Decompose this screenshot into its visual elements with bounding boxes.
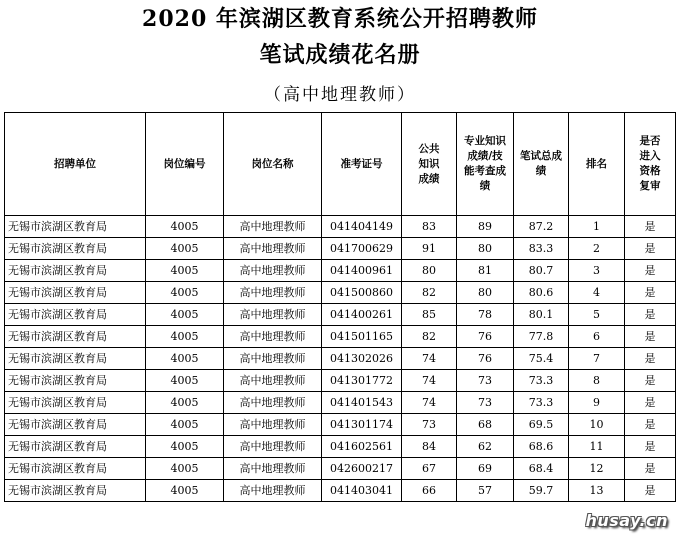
cell-position-code: 4005 — [146, 348, 224, 370]
cell-written-total-score: 68.6 — [514, 436, 569, 458]
table-row — [5, 436, 676, 458]
cell-position-name: 高中地理教师 — [224, 392, 322, 414]
watermark-logo: husay.cn — [585, 511, 668, 530]
cell-rank: 8 — [569, 370, 625, 392]
header-written-total-score: 笔试总成绩 — [514, 113, 569, 216]
cell-ticket-number: 041500860 — [322, 282, 402, 304]
cell-position-code: 4005 — [146, 260, 224, 282]
cell-written-total-score: 87.2 — [514, 216, 569, 238]
cell-rank: 7 — [569, 348, 625, 370]
cell-unit: 无锡市滨湖区教育局 — [5, 480, 146, 502]
cell-position-code: 4005 — [146, 304, 224, 326]
cell-public-knowledge-score: 67 — [402, 458, 457, 480]
table-row — [5, 282, 676, 304]
header-professional-score: 专业知识成绩/技能考查成绩 — [457, 113, 514, 216]
cell-position-name: 高中地理教师 — [224, 304, 322, 326]
cell-unit: 无锡市滨湖区教育局 — [5, 414, 146, 436]
cell-ticket-number: 041302026 — [322, 348, 402, 370]
cell-ticket-number: 041700629 — [322, 238, 402, 260]
cell-professional-score: 62 — [457, 436, 514, 458]
cell-public-knowledge-score: 91 — [402, 238, 457, 260]
cell-rank: 11 — [569, 436, 625, 458]
cell-public-knowledge-score: 82 — [402, 282, 457, 304]
cell-qualification-review: 是 — [625, 304, 676, 326]
cell-position-code: 4005 — [146, 436, 224, 458]
cell-written-total-score: 73.3 — [514, 392, 569, 414]
cell-qualification-review: 是 — [625, 260, 676, 282]
cell-unit: 无锡市滨湖区教育局 — [5, 238, 146, 260]
cell-professional-score: 81 — [457, 260, 514, 282]
cell-position-name: 高中地理教师 — [224, 480, 322, 502]
table-row — [5, 326, 676, 348]
cell-unit: 无锡市滨湖区教育局 — [5, 458, 146, 480]
table-row — [5, 260, 676, 282]
cell-professional-score: 80 — [457, 282, 514, 304]
cell-professional-score: 73 — [457, 392, 514, 414]
cell-public-knowledge-score: 74 — [402, 392, 457, 414]
cell-rank: 4 — [569, 282, 625, 304]
cell-position-name: 高中地理教师 — [224, 436, 322, 458]
cell-position-code: 4005 — [146, 370, 224, 392]
cell-position-name: 高中地理教师 — [224, 348, 322, 370]
cell-professional-score: 73 — [457, 370, 514, 392]
cell-unit: 无锡市滨湖区教育局 — [5, 392, 146, 414]
cell-public-knowledge-score: 73 — [402, 414, 457, 436]
cell-ticket-number: 042600217 — [322, 458, 402, 480]
header-qualification-review: 是否进入资格复审 — [625, 113, 676, 216]
cell-ticket-number: 041501165 — [322, 326, 402, 348]
table-body — [5, 216, 676, 502]
cell-position-name: 高中地理教师 — [224, 414, 322, 436]
cell-unit: 无锡市滨湖区教育局 — [5, 326, 146, 348]
cell-position-code: 4005 — [146, 480, 224, 502]
table-row — [5, 304, 676, 326]
cell-qualification-review: 是 — [625, 392, 676, 414]
cell-qualification-review: 是 — [625, 216, 676, 238]
score-table — [4, 112, 676, 502]
cell-ticket-number: 041400961 — [322, 260, 402, 282]
cell-qualification-review: 是 — [625, 414, 676, 436]
cell-unit: 无锡市滨湖区教育局 — [5, 282, 146, 304]
cell-written-total-score: 80.6 — [514, 282, 569, 304]
cell-professional-score: 78 — [457, 304, 514, 326]
table-row — [5, 480, 676, 502]
cell-rank: 6 — [569, 326, 625, 348]
cell-ticket-number: 041301174 — [322, 414, 402, 436]
cell-public-knowledge-score: 80 — [402, 260, 457, 282]
cell-position-name: 高中地理教师 — [224, 282, 322, 304]
cell-position-code: 4005 — [146, 216, 224, 238]
cell-rank: 10 — [569, 414, 625, 436]
table-row — [5, 238, 676, 260]
cell-position-name: 高中地理教师 — [224, 326, 322, 348]
cell-professional-score: 80 — [457, 238, 514, 260]
table-row — [5, 370, 676, 392]
cell-professional-score: 68 — [457, 414, 514, 436]
cell-qualification-review: 是 — [625, 282, 676, 304]
cell-rank: 2 — [569, 238, 625, 260]
document-title-line2: 笔试成绩花名册 — [259, 42, 421, 68]
cell-professional-score: 69 — [457, 458, 514, 480]
cell-professional-score: 89 — [457, 216, 514, 238]
cell-written-total-score: 73.3 — [514, 370, 569, 392]
header-public-knowledge-score: 公共知识成绩 — [402, 113, 457, 216]
header-position-code: 岗位编号 — [146, 113, 224, 216]
cell-ticket-number: 041602561 — [322, 436, 402, 458]
table-header-row — [5, 113, 676, 216]
document-title-line1: 2020 年滨湖区教育系统公开招聘教师 — [142, 6, 538, 32]
document-subtitle: （高中地理教师） — [264, 85, 416, 105]
cell-public-knowledge-score: 66 — [402, 480, 457, 502]
cell-position-name: 高中地理教师 — [224, 458, 322, 480]
cell-qualification-review: 是 — [625, 370, 676, 392]
cell-public-knowledge-score: 74 — [402, 348, 457, 370]
cell-rank: 5 — [569, 304, 625, 326]
cell-qualification-review: 是 — [625, 480, 676, 502]
cell-position-name: 高中地理教师 — [224, 260, 322, 282]
table-row — [5, 414, 676, 436]
cell-ticket-number: 041403041 — [322, 480, 402, 502]
cell-ticket-number: 041404149 — [322, 216, 402, 238]
cell-position-name: 高中地理教师 — [224, 216, 322, 238]
cell-position-name: 高中地理教师 — [224, 370, 322, 392]
cell-qualification-review: 是 — [625, 326, 676, 348]
cell-public-knowledge-score: 74 — [402, 370, 457, 392]
cell-public-knowledge-score: 83 — [402, 216, 457, 238]
cell-written-total-score: 80.1 — [514, 304, 569, 326]
table-row — [5, 216, 676, 238]
cell-written-total-score: 69.5 — [514, 414, 569, 436]
cell-rank: 12 — [569, 458, 625, 480]
cell-position-code: 4005 — [146, 326, 224, 348]
cell-rank: 1 — [569, 216, 625, 238]
cell-written-total-score: 59.7 — [514, 480, 569, 502]
cell-professional-score: 57 — [457, 480, 514, 502]
cell-public-knowledge-score: 84 — [402, 436, 457, 458]
header-position-name: 岗位名称 — [224, 113, 322, 216]
cell-unit: 无锡市滨湖区教育局 — [5, 260, 146, 282]
cell-written-total-score: 77.8 — [514, 326, 569, 348]
cell-written-total-score: 75.4 — [514, 348, 569, 370]
table-row — [5, 348, 676, 370]
cell-public-knowledge-score: 85 — [402, 304, 457, 326]
cell-professional-score: 76 — [457, 348, 514, 370]
cell-unit: 无锡市滨湖区教育局 — [5, 436, 146, 458]
cell-written-total-score: 83.3 — [514, 238, 569, 260]
cell-position-code: 4005 — [146, 458, 224, 480]
cell-position-name: 高中地理教师 — [224, 238, 322, 260]
header-unit: 招聘单位 — [5, 113, 146, 216]
cell-position-code: 4005 — [146, 414, 224, 436]
cell-unit: 无锡市滨湖区教育局 — [5, 348, 146, 370]
cell-ticket-number: 041401543 — [322, 392, 402, 414]
cell-written-total-score: 80.7 — [514, 260, 569, 282]
cell-public-knowledge-score: 82 — [402, 326, 457, 348]
table-row — [5, 458, 676, 480]
cell-rank: 13 — [569, 480, 625, 502]
cell-rank: 3 — [569, 260, 625, 282]
cell-unit: 无锡市滨湖区教育局 — [5, 216, 146, 238]
cell-rank: 9 — [569, 392, 625, 414]
header-rank: 排名 — [569, 113, 625, 216]
cell-position-code: 4005 — [146, 238, 224, 260]
cell-written-total-score: 68.4 — [514, 458, 569, 480]
cell-professional-score: 76 — [457, 326, 514, 348]
cell-ticket-number: 041301772 — [322, 370, 402, 392]
cell-position-code: 4005 — [146, 282, 224, 304]
cell-ticket-number: 041400261 — [322, 304, 402, 326]
cell-unit: 无锡市滨湖区教育局 — [5, 370, 146, 392]
cell-qualification-review: 是 — [625, 238, 676, 260]
cell-qualification-review: 是 — [625, 436, 676, 458]
cell-position-code: 4005 — [146, 392, 224, 414]
cell-qualification-review: 是 — [625, 348, 676, 370]
table-row — [5, 392, 676, 414]
cell-qualification-review: 是 — [625, 458, 676, 480]
cell-unit: 无锡市滨湖区教育局 — [5, 304, 146, 326]
header-ticket-number: 准考证号 — [322, 113, 402, 216]
